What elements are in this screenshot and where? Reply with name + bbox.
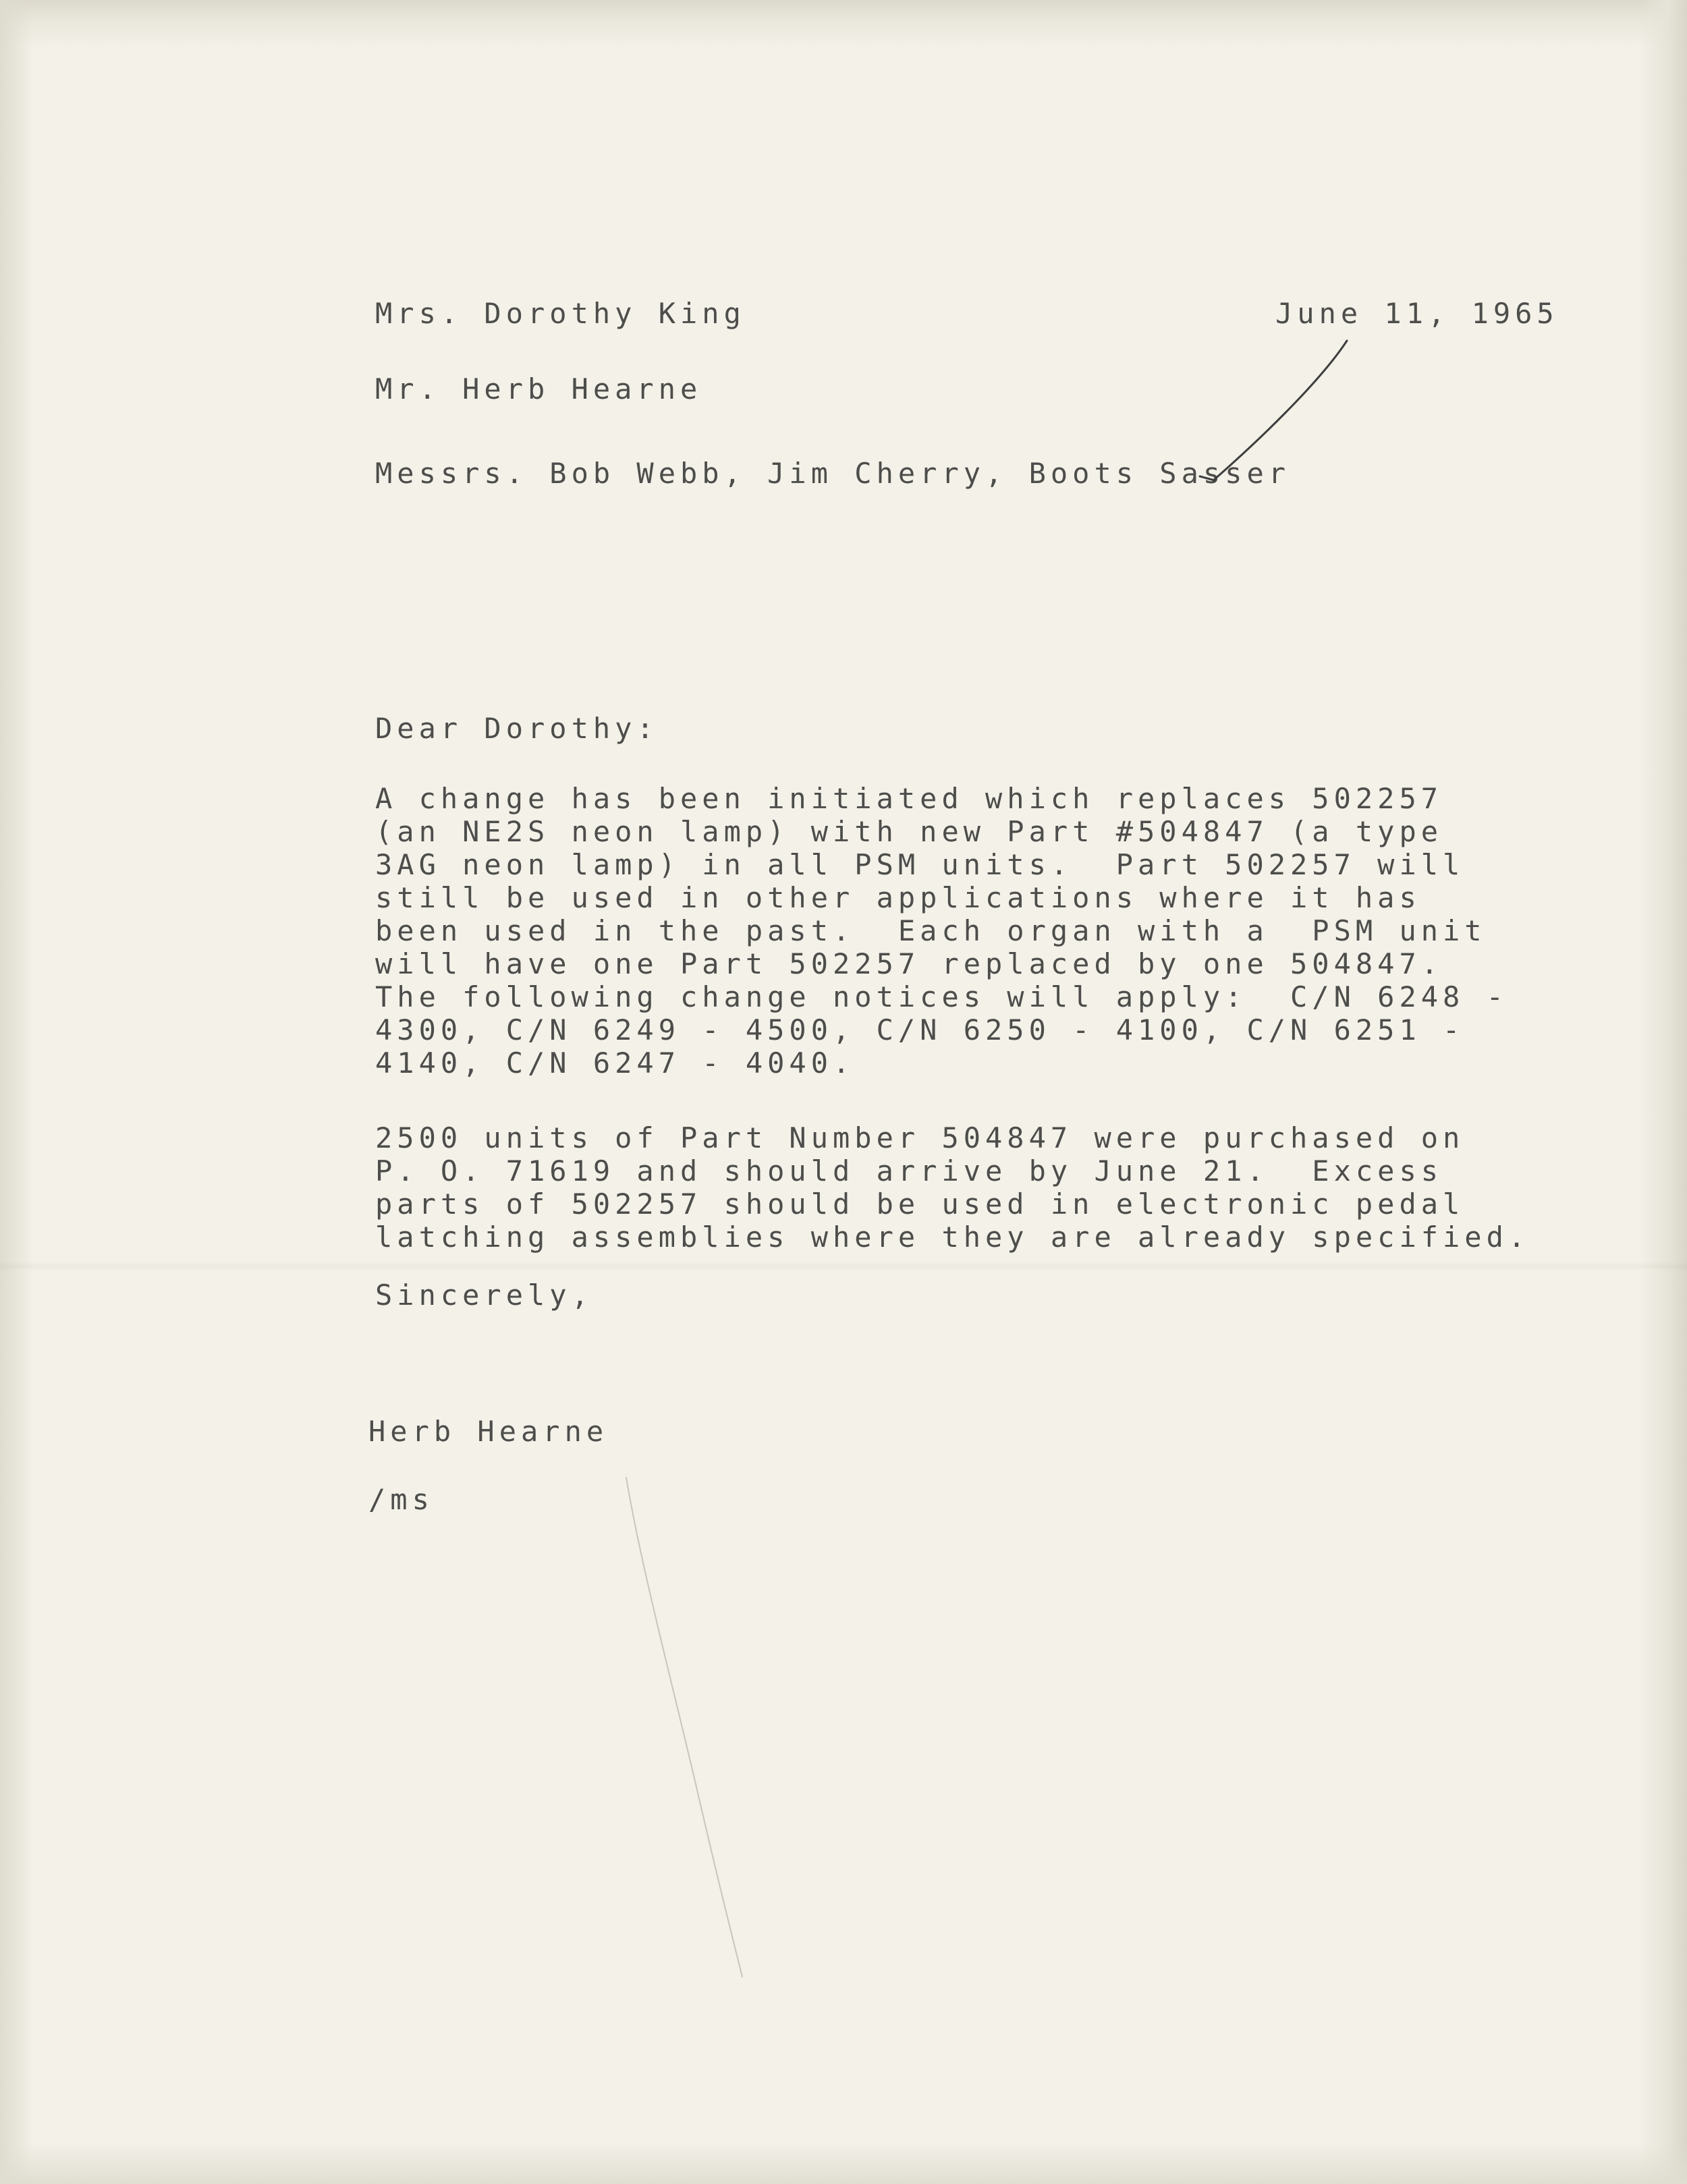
recipient-line: Mrs. Dorothy King — [375, 297, 746, 330]
paragraph-line: 4140, C/N 6247 - 4040. — [375, 1046, 855, 1080]
letter-date: June 11, 1965 — [1275, 297, 1559, 330]
closing: Sincerely, — [375, 1279, 593, 1312]
paragraph-line: 4300, C/N 6249 - 4500, C/N 6250 - 4100, C/N 6251 - — [375, 1013, 1465, 1046]
paragraph-line: A change has been initiated which replaces 502257 — [375, 782, 1443, 815]
body-paragraph-1 — [375, 782, 1508, 1080]
paragraph-line: 3AG neon lamp) in all PSM units. Part 502257 will — [375, 848, 1465, 881]
paragraph-line: will have one Part 502257 replaced by one 504847. — [375, 947, 1443, 980]
typist-initials: /ms — [368, 1483, 434, 1516]
paper-fold — [0, 1262, 1687, 1271]
body-paragraph-2 — [375, 1121, 1530, 1254]
paragraph-line: (an NE2S neon lamp) with new Part #504847 (a type — [375, 815, 1443, 848]
paragraph-line: been used in the past. Each organ with a PSM unit — [375, 914, 1487, 947]
pencil-stray-line — [626, 1478, 742, 1977]
paper-edge-right — [1640, 0, 1687, 2184]
recipient-line: Messrs. Bob Webb, Jim Cherry, Boots Sasser — [375, 457, 1291, 490]
paper-edge-left — [0, 0, 34, 2184]
paper-edge-bottom — [0, 2144, 1687, 2184]
paragraph-line: The following change notices will apply: C/N 6248 - — [375, 980, 1508, 1013]
paragraph-line: latching assemblies where they are already specified. — [375, 1221, 1530, 1254]
recipient-line: Mr. Herb Hearne — [375, 372, 702, 405]
salutation: Dear Dorothy: — [375, 712, 659, 745]
paper-edge-top — [0, 0, 1687, 47]
signature-name: Herb Hearne — [368, 1415, 609, 1448]
paragraph-line: P. O. 71619 and should arrive by June 21. Excess — [375, 1154, 1443, 1187]
paragraph-line: parts of 502257 should be used in electronic pedal — [375, 1187, 1465, 1221]
paragraph-line: still be used in other applications where it has — [375, 881, 1421, 914]
paragraph-line: 2500 units of Part Number 504847 were purchased on — [375, 1121, 1465, 1154]
